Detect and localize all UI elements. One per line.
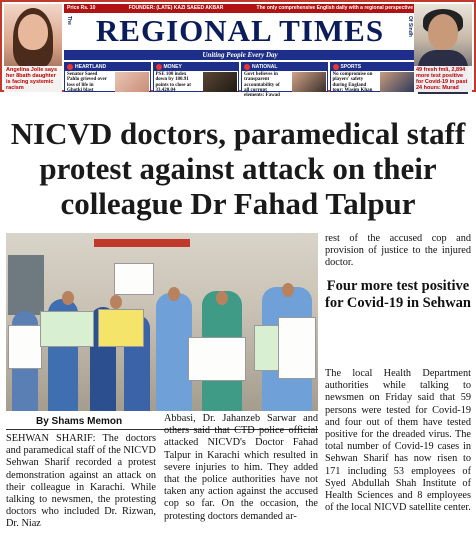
protest-placard	[8, 325, 42, 369]
newspaper-title: REGIONAL TIMES	[95, 13, 385, 48]
wall-sign	[94, 239, 190, 247]
masthead	[0, 0, 476, 98]
protester-head	[110, 295, 122, 309]
masthead-topbar	[64, 4, 416, 13]
window	[8, 255, 44, 315]
protest-placard	[40, 311, 94, 347]
portrait-face	[428, 14, 458, 50]
protest-placard	[98, 309, 144, 347]
sidebar-story-body: The local Health Department authorities while talking to newsmen on Friday said that 59 persons were tested for Covid-19 and four out of them have tested positive for the dreaded virus. The total number of Covid-19 cases in Sehwan Sharif has now risen to 171 including 53 employees of Syed Abdullah Shah Institute of Health Sciences and 8 employees of the local NICVD satellite center.	[325, 368, 471, 514]
article-headline: NICVD doctors, paramedical staff protest against attack on their colleague Dr Fahad Talpur	[10, 116, 466, 221]
teaser-text: Senator Saeed Pahlo grieved over loss of life in Ghotki blast	[67, 72, 107, 93]
globe-icon	[156, 64, 162, 70]
teaser-section: SPORTS	[340, 64, 362, 70]
title-prefix: The	[66, 16, 72, 25]
globe-icon	[244, 64, 250, 70]
globe-icon	[67, 64, 73, 70]
article-photo	[6, 233, 318, 411]
protest-placard	[278, 317, 316, 379]
masthead-right-photo[interactable]	[414, 4, 472, 92]
right-photo-caption[interactable]: 49 fresh fmli, 2,894 more test positive for Covid-19 in past 24 hours: Murad	[414, 66, 472, 92]
teaser-photo	[203, 72, 237, 92]
teaser-photo	[292, 72, 326, 92]
protester-head	[62, 291, 74, 305]
portrait-face	[18, 14, 48, 50]
teaser-national[interactable]	[241, 62, 328, 98]
masthead-left-photo[interactable]	[4, 4, 62, 92]
sidebar-story-headline: Four more test positive for Covid-19 in Sehwan	[325, 278, 471, 311]
teaser-strip	[64, 62, 416, 98]
article-column-2: Abbasi, Dr. Jahanzeb Sarwar and others said that CTD police official attacked NICVD's Doctor Fahad Talpur in Karachi which resulted in severe injuries to him. They added that the police authorities have not taken any action against the accused cop so far. On the occasion, the protesting doctors demanded ar-	[164, 413, 318, 522]
article-column-1: SEHWAN SHARIF: The doctors and paramedical staff of the NICVD Sehwan Sharif recorded a protest demonstration against an attack on their colleague in Karachi. While talking to newsmen, the protesting doctors who included Dr. Rizwan, Dr. Niaz	[6, 433, 156, 530]
protester-head	[216, 291, 228, 305]
teaser-text: Govt believes in transparent accountability of all corrupt elements: Fawad	[244, 72, 280, 98]
founder-label: FOUNDER: (LATE) KAZI SAEED AKBAR	[128, 5, 224, 11]
price-label: Price Rs. 10	[67, 5, 96, 11]
title-suffix: Of Sindh	[407, 16, 413, 37]
teaser-sports[interactable]	[330, 62, 417, 92]
teaser-money[interactable]	[153, 62, 240, 92]
teaser-heartland[interactable]	[64, 62, 151, 92]
tagline: Uniting People Every Day	[64, 50, 416, 60]
teaser-section: MONEY	[163, 64, 182, 70]
newspaper-logo[interactable]	[64, 13, 416, 49]
protester-head	[168, 287, 180, 301]
teaser-section: NATIONAL	[252, 64, 278, 70]
protest-placard	[114, 263, 154, 295]
teaser-text: No compromise on players' safety during England tour: Wasim Khan	[332, 72, 373, 93]
slogan-label: The only comprehensive English daily with a regional perspective	[256, 5, 413, 11]
teaser-section: HEARTLAND	[75, 64, 107, 70]
protester-head	[282, 283, 294, 297]
teaser-text: PSE 100 index down by 180.91 points to close at 33,420.04	[155, 72, 191, 93]
left-photo-caption[interactable]: Angelina Jolie says her 8bath daughter is facing systemic racism	[4, 66, 62, 92]
teaser-photo	[380, 72, 414, 92]
globe-icon	[333, 64, 339, 70]
article-column-3-continuation: rest of the accused cop and provision of justice to the injured doctor.	[325, 233, 471, 269]
protest-placard	[188, 337, 246, 381]
protester	[156, 293, 192, 411]
teaser-photo	[115, 72, 149, 92]
byline: By Shams Memon	[36, 416, 123, 427]
